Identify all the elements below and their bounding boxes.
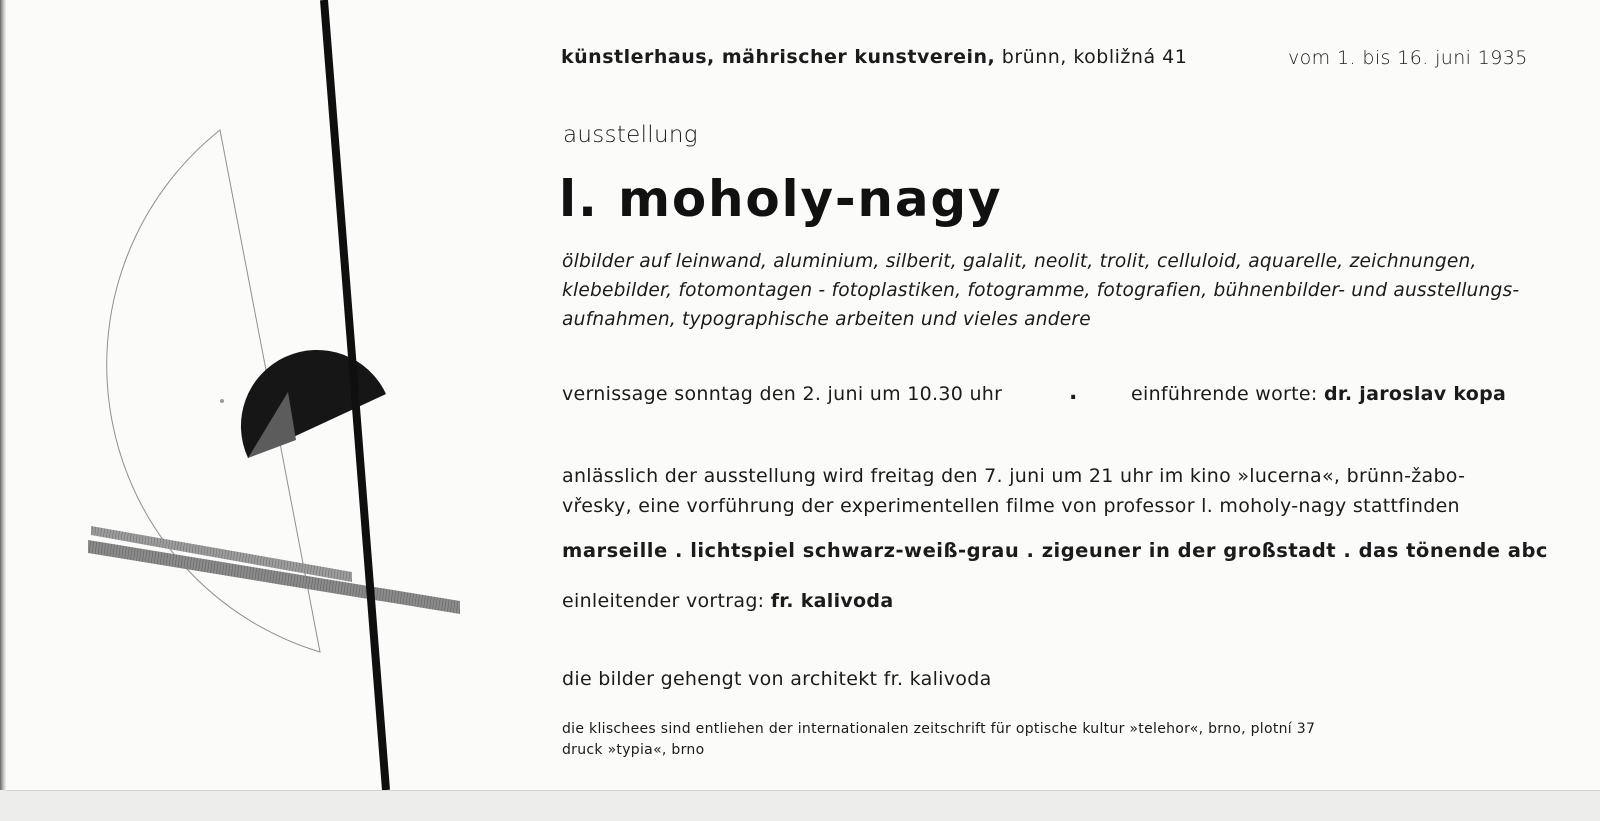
media-line: ölbilder auf leinwand, aluminium, silberit, galalit, neolit, trolit, celluloid, aquarelle, zeichnungen, [562,251,1477,272]
media-line: aufnahmen, typographische arbeiten und vieles andere [562,309,1091,330]
lower-hatched-bar [88,540,460,614]
credit-line: druck »typia«, brno [562,742,705,758]
card-left-edge [0,0,6,790]
intro-words [1131,383,1506,405]
exhibition-dates: vom 1. bis 16. juni 1935 [1288,47,1528,69]
lecture-speaker: fr. kalivoda [770,590,894,612]
exhibition-kicker: ausstellung [563,122,698,148]
media-line: klebebilder, fotomontagen - fotoplastiken, fotogramme, fotografien, bühnenbilder- und ausstellungs- [562,280,1520,301]
media-list [562,247,1542,334]
credit-line: die klischees sind entliehen der internationalen zeitschrift für optische kultur »telehor«, brno, plotní 37 [562,721,1316,737]
intro-label: einführende worte: [1131,383,1318,405]
venue-name: künstlerhaus, mährischer kunstverein, [561,46,996,68]
small-dot [220,399,224,403]
film-titles: marseille . lichtspiel schwarz-weiß-grau . zigeuner in der großstadt . das tönende abc [562,539,1548,562]
hanging-credit: die bilder gehengt von architekt fr. kalivoda [562,668,992,690]
poster-card [6,0,1600,791]
print-credits [562,719,1315,761]
lecture-line [562,590,893,612]
separator-dot: . [1069,380,1078,405]
constructivist-composition [6,0,566,790]
vernissage-text: vernissage sonntag den 2. juni um 10.30 uhr [562,383,1003,405]
paragraph-line: vřesky, eine vorführung der experimentellen filme von professor l. moholy-nagy stattfinden [562,495,1460,517]
intro-speaker: dr. jaroslav kopa [1323,383,1507,405]
venue-line [561,46,1187,68]
paragraph-line: anlässlich der ausstellung wird freitag den 7. juni um 21 uhr im kino »lucerna«, brünn-žabo- [562,465,1466,487]
film-screening-paragraph [562,461,1465,521]
venue-address: brünn, kobližná 41 [1001,46,1188,68]
lecture-label: einleitender vortrag: [562,590,765,612]
artist-name: l. moholy-nagy [559,170,1003,228]
